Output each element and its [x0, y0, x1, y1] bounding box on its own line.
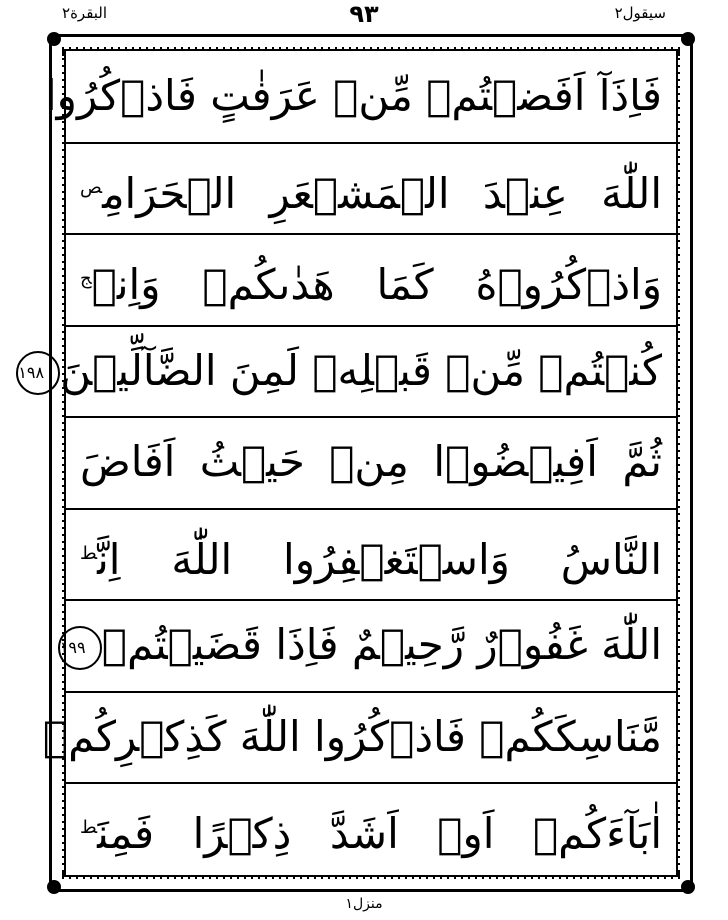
corner-ornament-icon — [47, 880, 61, 894]
manzil-label: منزل١ — [345, 896, 383, 912]
verse-text: مَّنَاسِكَكُمۡ فَاذۡكُرُوا اللّٰهَ كَذِكۡرِكُمۡ — [42, 711, 662, 761]
verse-text: كُنۡتُمۡ مِّنۡ قَبۡلِهٖ لَمِنَ الضَّآلِّيۡنَ — [60, 345, 662, 395]
corner-ornament-icon — [681, 880, 695, 894]
verse-line — [66, 417, 676, 506]
surah-name: البقرة٢ — [62, 4, 108, 22]
para-name: سیقول٢ — [614, 4, 666, 22]
verse-text: ثُمَّ اَفِيۡضُوۡا مِنۡ حَيۡثُ اَفَاضَ — [80, 437, 662, 486]
verse-line — [42, 692, 676, 781]
verse-text: وَاذۡكُرُوۡهُ كَمَا هَدٰىكُمۡ وَاِنۡ — [91, 260, 662, 309]
waqf-sign: ط — [80, 542, 98, 564]
verse-line — [45, 51, 676, 140]
verse-text: اٰبَآءَكُمۡ اَوۡ اَشَدَّ ذِكۡرًا فَمِنَ — [97, 809, 662, 858]
ayah-number-marker: ١٩٩ — [58, 626, 102, 670]
verse-text: اللّٰهَ غَفُوۡرٌ رَّحِيۡمٌ فَاِذَا قَضَيۡتُمۡ — [101, 620, 662, 669]
page-header — [0, 0, 728, 34]
verse-line — [66, 509, 676, 598]
verse-line — [66, 234, 676, 323]
verse-line — [66, 783, 676, 872]
verse-text: اللّٰهَ عِنۡدَ الۡمَشۡعَرِ الۡحَرَامِ — [102, 168, 662, 218]
verse-text: فَاِذَآ اَفَضۡتُمۡ مِّنۡ عَرَفٰتٍ فَاذۡكُرُوا — [45, 71, 662, 120]
ayah-number-marker: ١٩٨ — [16, 351, 60, 395]
corner-ornament-icon — [681, 32, 695, 46]
waqf-sign: ط — [80, 817, 98, 838]
page-number: ٩٣ — [349, 0, 379, 28]
verse-text: النَّاسُ وَاسۡتَغۡفِرُوا اللّٰهَ اِنَّ — [97, 534, 662, 584]
waqf-sign: ج — [80, 268, 92, 289]
waqf-sign: ص — [80, 176, 103, 198]
verse-line — [66, 143, 676, 232]
verse-line — [59, 600, 676, 689]
verse-line — [18, 326, 676, 415]
corner-ornament-icon — [47, 32, 61, 46]
